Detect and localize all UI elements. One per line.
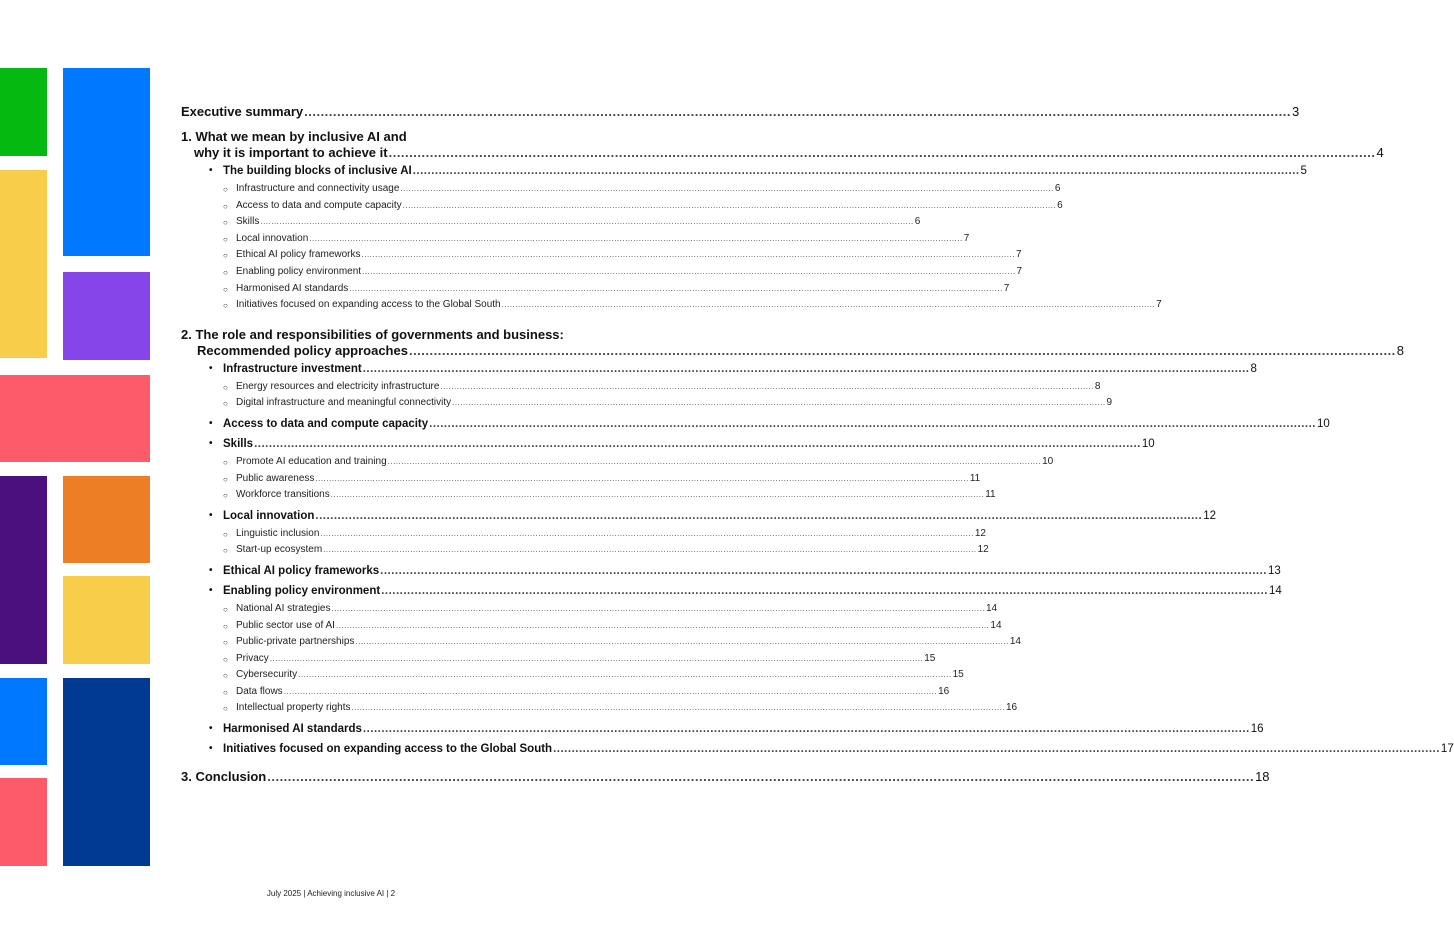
toc-title: ○ Public awareness (236, 472, 315, 484)
toc-title: ○ Digital infrastructure and meaningful connectivity (236, 397, 452, 409)
toc-page: 7 (1003, 282, 1010, 294)
toc-title: ○ Infrastructure and connectivity usage (236, 183, 400, 194)
toc-executive-summary[interactable] (181, 104, 1300, 119)
toc-page: 12 (1203, 509, 1216, 522)
toc-section-2[interactable] (181, 342, 1405, 358)
toc-subitem[interactable] (181, 542, 989, 559)
toc-global-south[interactable] (181, 743, 1454, 756)
toc-subitem[interactable] (181, 700, 1018, 717)
toc-subitem[interactable] (181, 634, 1021, 651)
toc-page: 14 (990, 619, 1002, 631)
toc-subitem[interactable] (181, 651, 936, 668)
table-of-contents (181, 104, 1454, 785)
page-footer: July 2025 | Achieving inclusive AI | 2 (266, 889, 396, 898)
toc-page: 12 (977, 544, 989, 556)
toc-title: ○ Access to data and compute capacity (236, 199, 402, 211)
toc-page: 17 (1440, 743, 1454, 756)
toc-page: 8 (1250, 362, 1257, 375)
toc-infrastructure-investment[interactable] (181, 362, 1257, 375)
toc-title: ○ Public sector use of AI (236, 619, 335, 631)
toc-page: 10 (1042, 455, 1054, 467)
toc-infra-subitems (181, 379, 1113, 412)
decor-block-red-wide (0, 375, 150, 462)
toc-page: 6 (1054, 183, 1061, 194)
toc-title: ○ Data flows (236, 685, 283, 697)
toc-access-data-compute[interactable] (181, 417, 1330, 430)
toc-page: 10 (1316, 417, 1330, 430)
toc-subitem[interactable] (181, 454, 1054, 471)
toc-skills-subitems (181, 454, 1054, 504)
toc-subitem[interactable] (181, 395, 1113, 412)
toc-title: ○ Privacy (236, 652, 269, 664)
toc-page: 4 (1376, 145, 1384, 160)
toc-skills[interactable] (181, 437, 1155, 450)
toc-section-1-line1: 1. What we mean by inclusive AI and (181, 129, 407, 144)
toc-page: 14 (985, 602, 998, 614)
toc-page: 18 (1255, 769, 1270, 785)
toc-title: ○ Initiatives focused on expanding access to the Global South (236, 299, 501, 311)
decor-block-navy (63, 678, 150, 866)
toc-page: 16 (938, 685, 950, 697)
toc-subitem[interactable] (181, 198, 1063, 215)
toc-page: 6 (914, 216, 921, 228)
toc-s1-subitems (181, 181, 1162, 314)
toc-subitem[interactable] (181, 526, 986, 543)
toc-section-1[interactable] (181, 145, 1384, 160)
toc-title: why it is important to achieve it (194, 145, 388, 160)
toc-title: • The building blocks of inclusive AI (223, 165, 412, 177)
toc-title: ○ Public-private partnerships (236, 636, 355, 648)
toc-title: Recommended policy approaches (197, 342, 408, 358)
decor-block-blue-tall (63, 68, 150, 256)
toc-title: ○ Start-up ecosystem (236, 544, 323, 556)
toc-page: 15 (952, 669, 964, 681)
toc-title: ○ Enabling policy environment (236, 265, 362, 277)
toc-title: • Enabling policy environment (223, 584, 381, 597)
toc-title: 3. Conclusion (181, 769, 267, 785)
toc-title: ○ Cybersecurity (236, 669, 298, 681)
toc-title: ○ National AI strategies (236, 602, 331, 614)
toc-title: • Harmonised AI standards (223, 723, 362, 736)
toc-subitem[interactable] (181, 214, 921, 231)
toc-page: 3 (1291, 104, 1300, 119)
toc-building-blocks[interactable] (181, 165, 1307, 177)
toc-title: • Initiatives focused on expanding access to the Global South (223, 743, 553, 756)
toc-title: ○ Workforce transitions (236, 489, 330, 501)
decor-block-purple (63, 272, 150, 360)
toc-subitem[interactable] (181, 231, 970, 248)
toc-title: • Local innovation (223, 509, 315, 522)
toc-title: ○ Skills (236, 216, 260, 228)
toc-subitem[interactable] (181, 281, 1010, 298)
toc-title: ○ Energy resources and electricity infrastructure (236, 380, 440, 392)
toc-local-subitems (181, 526, 989, 559)
toc-ethical-frameworks[interactable] (181, 564, 1281, 577)
decor-block-green (0, 68, 47, 156)
toc-subitem[interactable] (181, 379, 1101, 396)
toc-page: 8 (1094, 380, 1101, 392)
toc-page: 15 (924, 652, 936, 664)
toc-title: Executive summary (181, 104, 304, 119)
toc-title: • Ethical AI policy frameworks (223, 564, 380, 577)
toc-page: 7 (963, 232, 970, 244)
toc-title: ○ Local innovation (236, 232, 309, 244)
toc-title: ○ Linguistic inclusion (236, 527, 320, 539)
toc-page: 6 (1057, 199, 1063, 211)
toc-title: • Access to data and compute capacity (223, 417, 429, 430)
toc-title: ○ Ethical AI policy frameworks (236, 249, 361, 261)
toc-page: 13 (1267, 564, 1281, 577)
toc-title: ○ Harmonised AI standards (236, 282, 349, 294)
toc-title: • Infrastructure investment (223, 362, 362, 375)
toc-harmonised-standards[interactable] (181, 723, 1264, 736)
decor-block-blue-small (0, 678, 47, 765)
toc-page: 8 (1396, 342, 1405, 358)
toc-page: 16 (1250, 723, 1264, 736)
toc-section-2-line1: 2. The role and responsibilities of governments and business: (181, 326, 564, 342)
toc-page: 11 (985, 489, 996, 501)
toc-page: 12 (974, 527, 986, 539)
toc-local-innovation[interactable] (181, 509, 1216, 522)
toc-page: 5 (1300, 165, 1307, 177)
toc-subitem[interactable] (181, 297, 1162, 314)
toc-subitem[interactable] (181, 181, 1061, 198)
toc-subitem[interactable] (181, 264, 1023, 281)
toc-subitem[interactable] (181, 667, 964, 684)
toc-page: 9 (1106, 397, 1113, 409)
toc-enabling-subitems (181, 601, 1021, 717)
toc-subitem[interactable] (181, 601, 998, 618)
decor-block-red-small (0, 778, 47, 866)
toc-subitem[interactable] (181, 684, 950, 701)
toc-title: ○ Intellectual property rights (236, 702, 351, 714)
toc-title: ○ Promote AI education and training (236, 455, 387, 467)
decor-block-orange (63, 476, 150, 563)
toc-subitem[interactable] (181, 487, 996, 504)
toc-title: • Skills (223, 437, 254, 450)
toc-enabling-policy[interactable] (181, 584, 1282, 597)
toc-subitem[interactable] (181, 247, 1022, 264)
decor-block-dark-purple (0, 476, 47, 664)
toc-page: 7 (1015, 249, 1022, 261)
decor-block-yellow (0, 170, 47, 358)
toc-subitem[interactable] (181, 618, 1002, 635)
decor-block-yellow-small (63, 576, 150, 664)
toc-page: 16 (1005, 702, 1018, 714)
toc-page: 7 (1156, 299, 1162, 311)
toc-page: 14 (1269, 584, 1282, 597)
toc-page: 14 (1009, 636, 1021, 648)
toc-page: 7 (1016, 265, 1023, 277)
toc-page: 10 (1141, 437, 1155, 450)
toc-subitem[interactable] (181, 471, 981, 488)
toc-conclusion[interactable] (181, 769, 1270, 785)
toc-page: 11 (969, 472, 981, 484)
